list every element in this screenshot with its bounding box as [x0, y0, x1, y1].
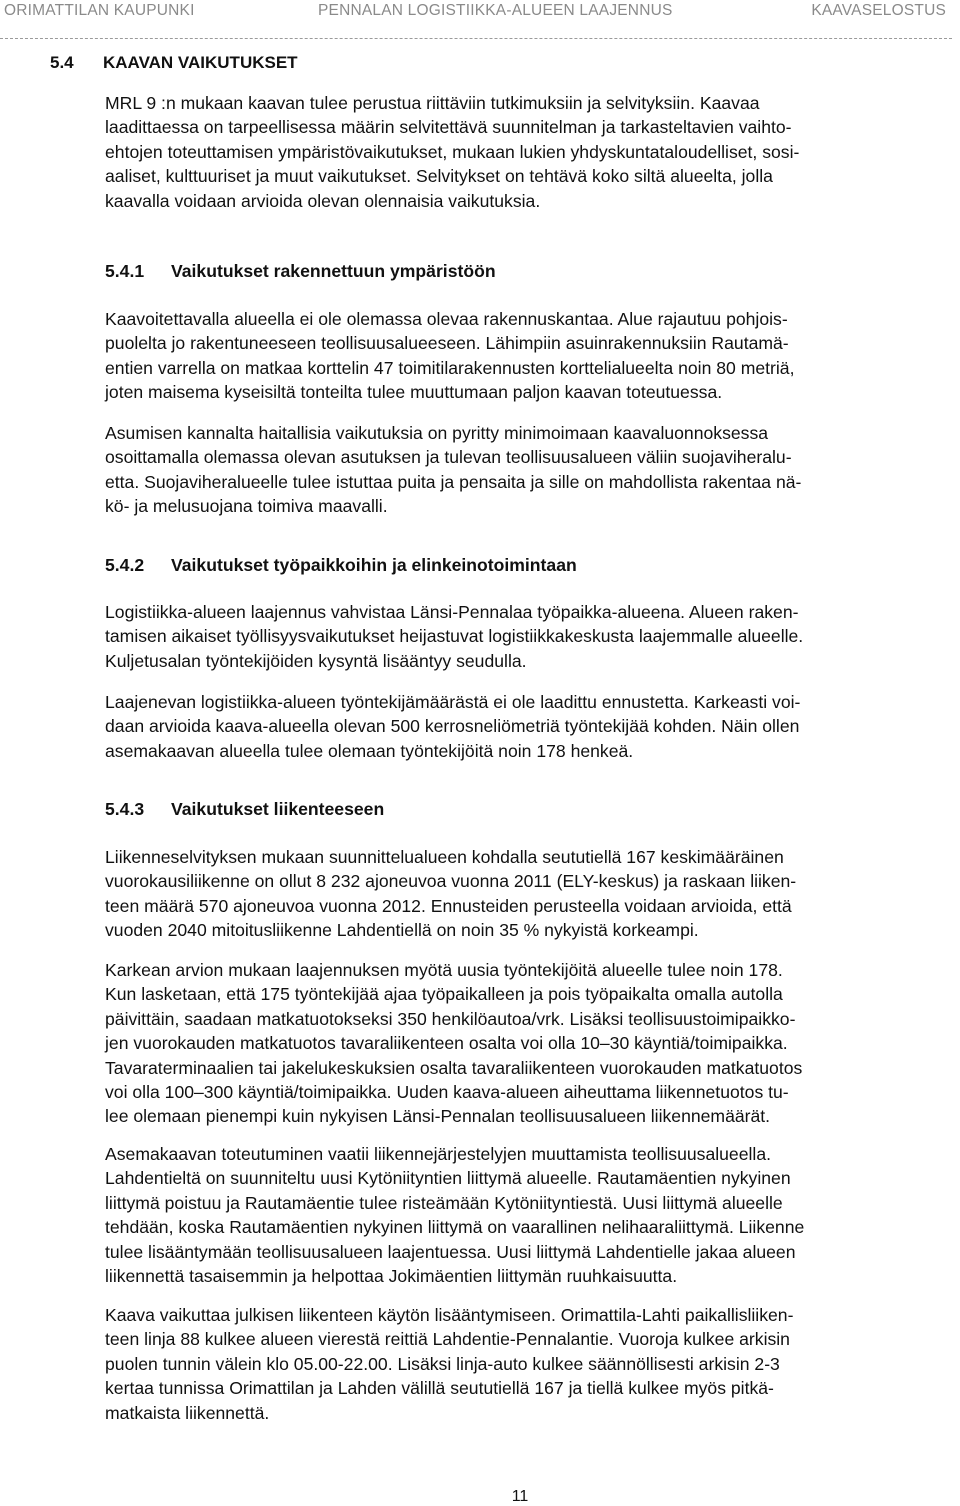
text-line: vuorokausiliikenne on ollut 8 232 ajoneuvoa vuonna 2011 (ELY-keskus) ja raskaan liiken-	[105, 871, 797, 892]
text-line: tehdään, koska Rautamäentien nykyinen liittymä on vaarallinen nelihaaraliittymä. Liikenne	[105, 1217, 805, 1238]
header-document-type: KAAVASELOSTUS	[811, 2, 946, 19]
subsection-heading-5-4-1	[105, 261, 496, 282]
text-line: Logistiikka-alueen laajennus vahvistaa Länsi-Pennalaa työpaikka-alueena. Alueen raken-	[105, 602, 799, 622]
text-line: osoittamalla olemassa olevan asutuksen ja tulevan teollisuusalueen väliin suojaviheralu-	[105, 447, 792, 468]
text-line: daan arvioida kaava-alueella olevan 500 kerrosneliömetriä työntekijää kohden. Näin ollen	[105, 716, 800, 737]
text-line: teen linja 88 kulkee alueen vierestä reittiä Lahdentie-Pennalantie. Vuoroja kulkee arkisin	[105, 1329, 790, 1350]
text-line: Asumisen kannalta haitallisia vaikutuksia on pyritty minimoimaan kaavaluonnoksessa	[105, 423, 769, 443]
text-line: Lahdentieltä on suunniteltu uusi Kytöniityntien liittymä alueelle. Rautamäentien nykyinen	[105, 1168, 791, 1189]
text-line: lee olemaan pienempi kuin nykyisen Länsi-Pennalan teollisuusalueen liikennemäärät.	[105, 1106, 771, 1127]
text-line: kaavalla voidaan arvioida olevan olennaisia vaikutuksia.	[105, 190, 541, 211]
text-line: Kaavoitettavalla alueella ei ole olemassa olevaa rakennuskantaa. Alue rajautuu pohjois-	[105, 309, 788, 329]
text-line: MRL 9 :n mukaan kaavan tulee perustua riittäviin tutkimuksiin ja selvityksiin. Kaavaa	[105, 93, 760, 113]
page-number: 11	[511, 1488, 529, 1505]
intro-paragraph	[105, 91, 953, 213]
paragraph	[105, 958, 953, 1129]
text-line: teen määrä 570 ajoneuvoa vuonna 2012. Ennusteiden perusteella voidaan arvioida, että	[105, 895, 792, 916]
subsection-number: 5.4.1	[105, 261, 145, 281]
subsection-number: 5.4.3	[105, 799, 145, 819]
subsection-title: Vaikutukset rakennettuun ympäristöön	[171, 261, 496, 281]
section-title: KAAVAN VAIKUTUKSET	[103, 53, 298, 72]
text-line: puolelta jo rakentuneeseen teollisuusalueeseen. Lähimpiin asuinrakennuksiin Rautamä-	[105, 333, 789, 354]
text-line: ehtojen toteuttamisen ympäristövaikutukset, mukaan lukien yhdyskuntataloudelliset, sosi-	[105, 141, 800, 162]
paragraph	[105, 421, 953, 519]
text-line: Tavaraterminaalien tai jakelukeskuksien osalta tavaraliikenteen vuorokauden matkatuotos	[105, 1057, 803, 1078]
text-line: vuoden 2040 mitoitusliikenne Lahdentiellä on noin 35 % nykyistä korkeampi.	[105, 920, 699, 941]
text-line: Liikenneselvityksen mukaan suunnittelualueen kohdalla seututiellä 167 keskimääräinen	[105, 847, 784, 867]
header-divider	[0, 38, 952, 39]
subsection-heading-5-4-3	[105, 799, 384, 820]
text-line: Kuljetusalan työntekijöiden kysyntä lisääntyy seudulla.	[105, 650, 527, 671]
subsection-title: Vaikutukset liikenteeseen	[171, 799, 385, 819]
text-line: etta. Suojaviheralueelle tulee istuttaa puita ja pensaita ja sille on mahdollista rakentaa nä-	[105, 471, 802, 492]
paragraph	[105, 690, 953, 763]
subsection-number: 5.4.2	[105, 555, 145, 575]
text-line: Asemakaavan toteutuminen vaatii liikennejärjestelyjen muuttamista teollisuusalueella.	[105, 1144, 771, 1164]
paragraph	[105, 1142, 953, 1288]
text-line: päivittäin, saadaan matkatuotokseksi 350 henkilöautoa/vrk. Lisäksi teollisuustoimipaikko-	[105, 1008, 796, 1029]
text-line: Laajenevan logistiikka-alueen työntekijämäärästä ei ole laadittu ennustetta. Karkeasti voi-	[105, 692, 801, 712]
text-line: voi olla 100–300 käyntiä/toimipaikka. Uuden kaava-alueen aiheuttama liikennetuotos tu-	[105, 1082, 789, 1103]
subsection-heading-5-4-2	[105, 555, 577, 576]
text-line: liikennettä tasaisemmin ja helpottaa Jokimäentien liittymän ruuhkaisuutta.	[105, 1266, 678, 1287]
text-line: Kaava vaikuttaa julkisen liikenteen käytön lisääntymiseen. Orimattila-Lahti paikallisliiken-	[105, 1305, 794, 1325]
paragraph	[105, 307, 953, 405]
text-line: kö- ja melusuojana toimiva maavalli.	[105, 496, 388, 517]
header-project: PENNALAN LOGISTIIKKA-ALUEEN LAAJENNUS	[318, 2, 673, 19]
text-line: aaliset, kulttuuriset ja muut vaikutukset. Selvitykset on tehtävä koko siltä alueelta, jolla	[105, 166, 773, 187]
text-line: Karkean arvion mukaan laajennuksen myötä uusia työntekijöitä alueelle tulee noin 178.	[105, 960, 783, 980]
text-line: tulee lisääntymään teollisuusalueen laajentuessa. Uusi liittymä Lahdentielle jakaa alueen	[105, 1241, 796, 1262]
text-line: entien varrella on matkaa korttelin 47 toimitilarakennusten korttelialueelta noin 80 metriä,	[105, 357, 795, 378]
text-line: tamisen aikaiset työllisyysvaikutukset heijastuvat logistiikkakeskusta laajemmalle alueelle.	[105, 626, 804, 647]
text-line: kertaa tunnissa Orimattilan ja Lahden välillä seututiellä 167 ja tiellä kulkee myös pitkä-	[105, 1378, 774, 1399]
text-line: puolen tunnin välein klo 05.00-22.00. Lisäksi linja-auto kulkee säännöllisesti arkisin 2-3	[105, 1353, 780, 1374]
header-organization: ORIMATTILAN KAUPUNKI	[4, 2, 195, 19]
text-line: laadittaessa on tarpeellisessa määrin selvitettävä suunnitelman ja tarkasteltavien vaihto-	[105, 117, 792, 138]
section-heading	[50, 53, 298, 73]
paragraph	[105, 1303, 953, 1425]
text-line: jen vuorokauden matkatuotos tavaraliikenteen osalta voi olla 10–30 käyntiä/toimipaikka.	[105, 1033, 788, 1054]
text-line: Kun lasketaan, että 175 työntekijää ajaa työpaikalleen ja pois työpaikalta omalla autolla	[105, 984, 783, 1005]
text-line: liittymä poistuu ja Rautamäentie tulee risteämään Kytöniityntiestä. Uusi liittymä alueelle	[105, 1192, 783, 1213]
paragraph	[105, 845, 953, 943]
subsection-title: Vaikutukset työpaikkoihin ja elinkeinotoimintaan	[171, 555, 577, 575]
text-line: asemakaavan alueella tulee olemaan työntekijöitä noin 178 henkeä.	[105, 740, 634, 761]
text-line: joten maisema kyseisiltä tonteilta tulee muuttumaan paljon kaavan toteutuessa.	[105, 382, 723, 403]
paragraph	[105, 600, 953, 673]
page-header	[0, 0, 960, 40]
section-number: 5.4	[50, 53, 74, 72]
text-line: matkaista liikennettä.	[105, 1402, 270, 1423]
